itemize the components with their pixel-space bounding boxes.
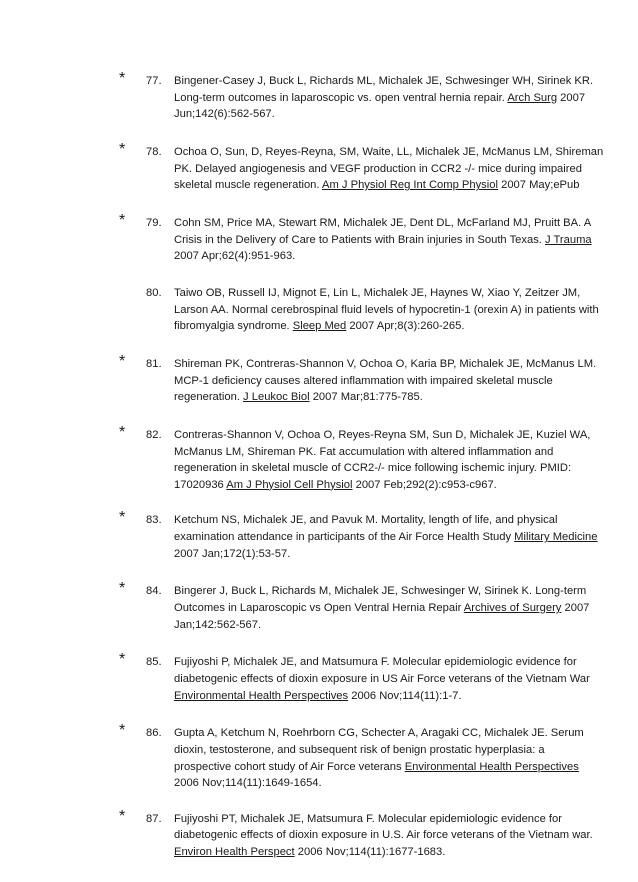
asterisk-marker: * [119,651,126,669]
reference-text [174,512,598,562]
reference-text [174,215,592,265]
journal-name: Arch Surg [507,91,558,104]
reference-item [0,285,638,337]
reference-line [174,811,580,828]
reference-line [174,73,594,90]
reference-item [0,424,638,493]
journal-name: J Trauma [545,233,592,246]
reference-text [174,356,597,406]
citation-text: Fujiyoshi PT, Michalek JE, Matsumura F. Molecular epidemiologic evidence for [174,812,562,825]
reference-item [0,580,638,635]
citation-text: Crisis in the Delivery of Care to Patients with Brain injuries in South Texas. [174,233,546,246]
reference-line [174,302,599,319]
reference-line [174,477,580,494]
reference-text [174,654,590,704]
journal-name: Environmental Health Perspectives [404,760,579,773]
asterisk-marker: * [119,722,126,740]
reference-item [0,212,638,267]
reference-text [174,73,594,123]
reference-line [174,460,580,477]
reference-number: 77. [146,75,162,87]
reference-item [0,722,638,791]
asterisk-marker: * [119,70,126,87]
citation-text: Gupta A, Ketchum N, Roehrborn CG, Schecter A, Aragaki CC, Michalek JE. Serum [174,727,584,740]
citation-text: Fujiyoshi P, Michalek JE, and Matsumura F. Molecular epidemiologic evidence for [174,656,577,669]
reference-text [174,427,591,493]
reference-line [174,427,591,444]
citation-text: prospective cohort study of Air Force veterans [174,760,405,773]
reference-line [174,144,604,161]
reference-number: 81. [146,358,162,370]
citation-text: Jan;142:562-567. [174,618,262,631]
asterisk-marker: * [119,212,126,229]
citation-text: Bingerer J, Buck L, Richards M, Michalek JE, Schwesinger W, Sirinek K. Long-term [174,585,587,598]
reference-line [174,356,597,373]
reference-number: 86. [146,727,162,740]
citation-text: fibromyalgia syndrome. [174,320,293,333]
citation-text: Ketchum NS, Michalek JE, and Pavuk M. Mortality, length of life, and physical [174,514,558,527]
reference-item [0,807,638,863]
citation-text: Larson AA. Normal cerebrospinal fluid levels of hypocretin-1 (orexin A) in patients with [174,303,599,316]
reference-line [174,654,580,671]
citation-text: 2007 [561,601,590,614]
reference-line [174,725,584,742]
journal-name: Am J Physiol Reg Int Comp Physiol [322,179,498,192]
journal-name: Environmental Health Perspectives [174,689,349,702]
citation-text: regeneration. [174,391,244,404]
reference-line [174,215,592,232]
citation-text: diabetogenic effects of dioxin exposure in US Air Force veterans of the Vietnam War [174,672,590,685]
reference-line [174,232,592,249]
reference-text [174,583,590,633]
asterisk-marker: * [119,580,126,598]
reference-line [174,688,580,705]
citation-text: 2007 Jan;172(1):53-57. [174,547,291,560]
asterisk-marker: * [119,807,126,825]
reference-line [174,742,580,759]
citation-text: Outcomes in Laparoscopic vs Open Ventral Hernia Repair [174,601,464,614]
citation-text: 2007 [557,91,586,104]
citation-text: Jun;142(6):562-567. [174,108,275,121]
journal-name: J Leukoc Biol [243,391,310,404]
citation-text: 2006 Nov;114(11):1677-1683. [294,845,446,858]
journal-name: Military Medicine [514,530,598,543]
reference-text [174,144,604,194]
citation-text: dioxin, testosterone, and subsequent risk of benign prostatic hyperplasia: a [174,743,545,756]
reference-line [174,583,587,600]
reference-item [0,70,638,125]
citation-text: examination attendance in participants of the Air Force Health Study [174,530,515,543]
citation-text: regeneration in skeletal muscle of CCR2-/- mice following ischemic injury. PMID: [174,462,572,475]
reference-number: 87. [146,812,162,825]
reference-line [174,161,580,178]
reference-line [174,617,580,634]
reference-number: 82. [146,429,162,441]
reference-list [0,70,638,882]
citation-text: skeletal muscle regeneration. [174,179,323,192]
reference-number: 80. [146,287,162,299]
citation-text: McManus LM, Shireman PK. Fat accumulation with altered inflammation and [174,445,554,458]
reference-line [174,248,580,265]
citation-text: Taiwo OB, Russell IJ, Mignot E, Lin L, Michalek JE, Haynes W, Xiao Y, Zeitzer JM, [174,287,581,299]
citation-text: 2007 Apr;62(4):951-963. [174,250,296,263]
asterisk-marker: * [119,509,126,527]
reference-line [174,106,580,123]
reference-line [174,546,580,563]
citation-text: 2007 Feb;292(2):c953-c967. [352,478,497,491]
journal-name: Sleep Med [292,320,347,333]
citation-text: 2006 Nov;114(11):1-7. [348,689,462,702]
citation-text: Bingener-Casey J, Buck L, Richards ML, Michalek JE, Schwesinger WH, Sirinek KR. [174,75,594,87]
citation-text: 2007 Mar;81:775-785. [309,391,423,404]
citation-text: MCP-1 deficiency causes altered inflammation with impaired skeletal muscle [174,374,553,387]
reference-line [174,512,580,529]
reference-line [174,844,580,861]
citation-text: diabetogenic effects of dioxin exposure in U.S. Air force veterans of the Vietnam war. [174,829,593,842]
citation-text: PK. Delayed angiogenesis and VEGF production in CCR2 -/- mice during impaired [174,162,582,175]
citation-text: 2006 Nov;114(11):1649-1654. [174,777,322,790]
asterisk-marker: * [119,141,126,158]
reference-line [174,529,598,546]
reference-line [174,827,593,844]
reference-number: 85. [146,656,162,669]
citation-text: Ochoa O, Sun, D, Reyes-Reyna, SM, Waite, LL, Michalek JE, McManus LM, Shireman [174,146,604,158]
reference-text [174,811,593,861]
citation-text: Contreras-Shannon V, Ochoa O, Reyes-Reyna SM, Sun D, Michalek JE, Kuziel WA, [174,429,591,441]
journal-name: Am J Physiol Cell Physiol [226,478,353,491]
reference-line [174,600,590,617]
reference-line [174,90,586,107]
journal-name: Environ Health Perspect [174,845,295,858]
reference-text [174,285,599,335]
asterisk-marker: * [119,424,126,441]
asterisk-marker: * [119,353,126,370]
citation-text: 2007 May;ePub [497,179,580,192]
reference-line [174,444,580,461]
reference-number: 83. [146,514,162,527]
citation-text: Long-term outcomes in laparoscopic vs. open ventral hernia repair. [174,91,508,104]
citation-text: 2007 Apr;8(3):260-265. [346,320,465,333]
reference-line [174,775,580,792]
reference-line [174,285,580,302]
reference-line [174,671,590,688]
reference-number: 84. [146,585,162,598]
reference-number: 78. [146,146,162,158]
reference-item [0,353,638,408]
reference-text [174,725,584,791]
reference-line [174,759,580,776]
reference-number: 79. [146,217,162,229]
journal-name: Archives of Surgery [463,601,562,614]
reference-item [0,651,638,706]
reference-item [0,141,638,196]
citation-text: Cohn SM, Price MA, Stewart RM, Michalek JE, Dent DL, McFarland MJ, Pruitt BA. A [174,217,592,229]
reference-line [174,177,580,194]
reference-item [0,509,638,564]
reference-line [174,318,580,335]
reference-line [174,389,580,406]
citation-text: Shireman PK, Contreras-Shannon V, Ochoa O, Karia BP, Michalek JE, McManus LM. [174,358,597,370]
reference-line [174,373,580,390]
citation-text: 17020936 [174,478,227,491]
